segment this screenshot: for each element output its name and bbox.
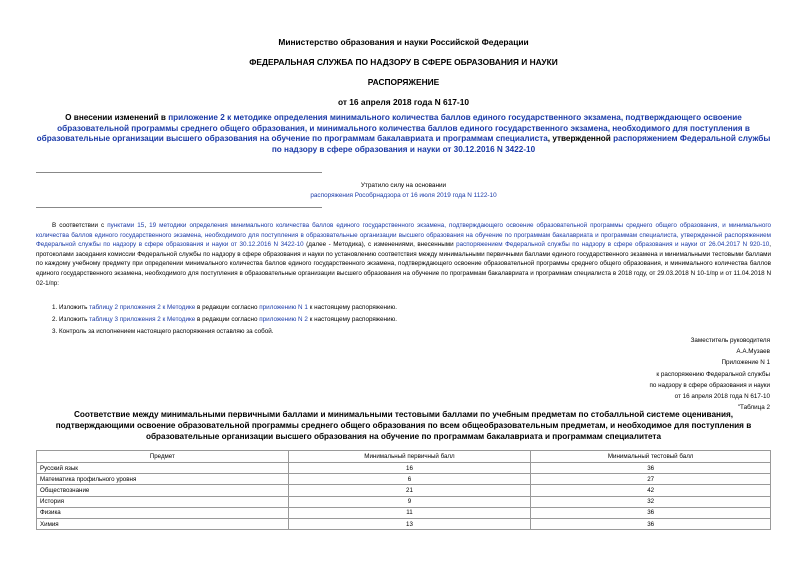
title-prefix: О внесении изменений в bbox=[65, 113, 169, 122]
table-row bbox=[37, 518, 771, 529]
item-text: 3. Контроль за исполнением настоящего распоряжения оставляю за собой. bbox=[52, 328, 274, 335]
appendix-label: Приложение N 1 bbox=[721, 359, 770, 367]
cell-test: 27 bbox=[531, 474, 771, 485]
signature-block bbox=[649, 335, 770, 413]
item-text: к настоящему распоряжению. bbox=[307, 316, 397, 323]
item-link-appendix-2[interactable]: приложению N 2 bbox=[259, 316, 308, 323]
body-text-4: , протоколами заседания комиссии Федеральной службы по надзору в сфере образования и науки по установлению соответствия между минимальными первичными баллами единого государственного экзамена и минимальными тестовыми баллами по каждому учебному предмету при определении минимального количества баллов единого государственного экзамена, подтверждающего освоение образовательной программы среднего общего образования, и минимального количества баллов единого государственного экзамена, необходимого для поступления в образовательные организации высшего образования на обучение по программам бакалавриата и программам специалиста в 2018 году, от 29.03.2018 N 10-1/пр и от 11.04.2018 N 02-1/пр: bbox=[36, 241, 771, 287]
service-heading: ФЕДЕРАЛЬНАЯ СЛУЖБА ПО НАДЗОРУ В СФЕРЕ ОБРАЗОВАНИЯ И НАУКИ bbox=[249, 57, 558, 67]
list-item bbox=[52, 315, 397, 324]
divider-bottom bbox=[36, 207, 322, 208]
body-text-3: (далее - Методика), с изменениями, внесенными bbox=[303, 241, 457, 249]
signature-name: А.А.Музаев bbox=[736, 348, 770, 356]
cell-primary: 11 bbox=[288, 507, 531, 518]
appendix-line-2: по надзору в сфере образования и науки bbox=[649, 381, 770, 389]
table-header-row bbox=[37, 451, 771, 463]
annulled-link[interactable]: распоряжения Рособрнадзора от 16 июля 2019 года N 1122-10 bbox=[310, 192, 497, 199]
annulled-link-row bbox=[0, 191, 807, 201]
cell-subject: Химия bbox=[37, 518, 289, 529]
title-link-order[interactable]: распоряжением Федеральной службы по надзору в сфере образования и науки от 30.12.2016 N 3422-10 bbox=[271, 134, 771, 154]
ministry-heading: Министерство образования и науки Российской Федерации bbox=[278, 37, 529, 47]
body-link-order-920[interactable]: распоряжением Федеральной службы по надзору в сфере образования и науки от 26.04.2017 N 920-10 bbox=[456, 241, 770, 249]
title-link-methodology[interactable]: приложение 2 к методике определения минимального количества баллов единого государственного экзамена, подтверждающего освоение образовательной программы среднего общего образования, и минимального количества баллов единого государственного экзамена, необходимого для поступления в образовательные организации высшего образования на обучение по программам бакалавриата и программам специалиста bbox=[36, 113, 750, 144]
document-date: от 16 апреля 2018 года N 617-10 bbox=[337, 97, 470, 107]
item-text: в редакции согласно bbox=[195, 304, 260, 311]
cell-test: 36 bbox=[531, 518, 771, 529]
cell-test: 36 bbox=[531, 463, 771, 474]
table-row bbox=[37, 496, 771, 507]
header-subject: Предмет bbox=[37, 451, 289, 463]
body-paragraph bbox=[36, 221, 771, 288]
item-link-appendix-1[interactable]: приложению N 1 bbox=[259, 304, 308, 311]
body-link-p15[interactable]: пунктами 15 bbox=[107, 222, 145, 229]
cell-test: 36 bbox=[531, 507, 771, 518]
cell-subject: Обществознание bbox=[37, 485, 289, 496]
table-row bbox=[37, 507, 771, 518]
table-title: Соответствие между минимальными первичными баллами и минимальными тестовыми баллами по учебным предметам по стобалльной системе оценивания, подтверждающими освоение образовательной программы среднего общего образования по всем общеобразовательным предметам, и необходимое для поступления в образовательные организации высшего образования на обучение по программам бакалавриата и программам специалитета bbox=[55, 410, 752, 441]
item-text: 2. Изложить bbox=[52, 316, 90, 323]
table-row bbox=[37, 485, 771, 496]
cell-subject: История bbox=[37, 496, 289, 507]
header-primary-score: Минимальный первичный балл bbox=[288, 451, 531, 463]
annulled-note: Утратило силу на основании bbox=[360, 182, 447, 189]
item-text: 1. Изложить bbox=[52, 304, 90, 311]
cell-test: 42 bbox=[531, 485, 771, 496]
cell-primary: 13 bbox=[288, 518, 531, 529]
list-item bbox=[52, 303, 397, 312]
appendix-line-3: от 16 апреля 2018 года N 617-10 bbox=[674, 393, 770, 401]
item-text: к настоящему распоряжению. bbox=[307, 304, 397, 311]
table-reference: "Таблица 2 bbox=[737, 404, 770, 412]
cell-subject: Математика профильного уровня bbox=[37, 474, 289, 485]
table-row bbox=[37, 463, 771, 474]
cell-test: 32 bbox=[531, 496, 771, 507]
cell-primary: 16 bbox=[288, 463, 531, 474]
cell-primary: 9 bbox=[288, 496, 531, 507]
scores-table bbox=[36, 450, 771, 530]
cell-subject: Физика bbox=[37, 507, 289, 518]
cell-primary: 21 bbox=[288, 485, 531, 496]
body-text-1: В соответствии с bbox=[52, 222, 108, 229]
table-row bbox=[37, 474, 771, 485]
header-test-score: Минимальный тестовый балл bbox=[531, 451, 771, 463]
body-link-p19[interactable]: 19 методики определения минимального количества баллов единого государственного экзамена, подтверждающего освоение образовательной программы среднего общего образования, и минимального количества баллов единого государственного экзамена, необходимого для поступления в образовательные организации высшего образования на обучение по программам бакалавриата и программам специалиста, утвержденной распоряжением Федеральной службы по надзору в сфере образования и науки от 30.12.2016 N 3422-10 bbox=[36, 222, 772, 249]
cell-primary: 6 bbox=[288, 474, 531, 485]
title-middle: , утвержденной bbox=[547, 134, 614, 144]
signature-position: Заместитель руководителя bbox=[690, 337, 770, 344]
document-title bbox=[36, 113, 771, 155]
cell-subject: Русский язык bbox=[37, 463, 289, 474]
list-item bbox=[52, 327, 274, 336]
item-link-table-2[interactable]: таблицу 2 приложения 2 к Методике bbox=[89, 304, 196, 311]
body-text-2: , bbox=[144, 222, 150, 229]
document-type: РАСПОРЯЖЕНИЕ bbox=[367, 77, 440, 87]
appendix-line-1: к распоряжению Федеральной службы bbox=[656, 370, 770, 378]
item-link-table-3[interactable]: таблицу 3 приложения 2 к Методике bbox=[89, 316, 196, 323]
divider-top bbox=[36, 172, 322, 173]
item-text: в редакции согласно bbox=[195, 316, 260, 323]
